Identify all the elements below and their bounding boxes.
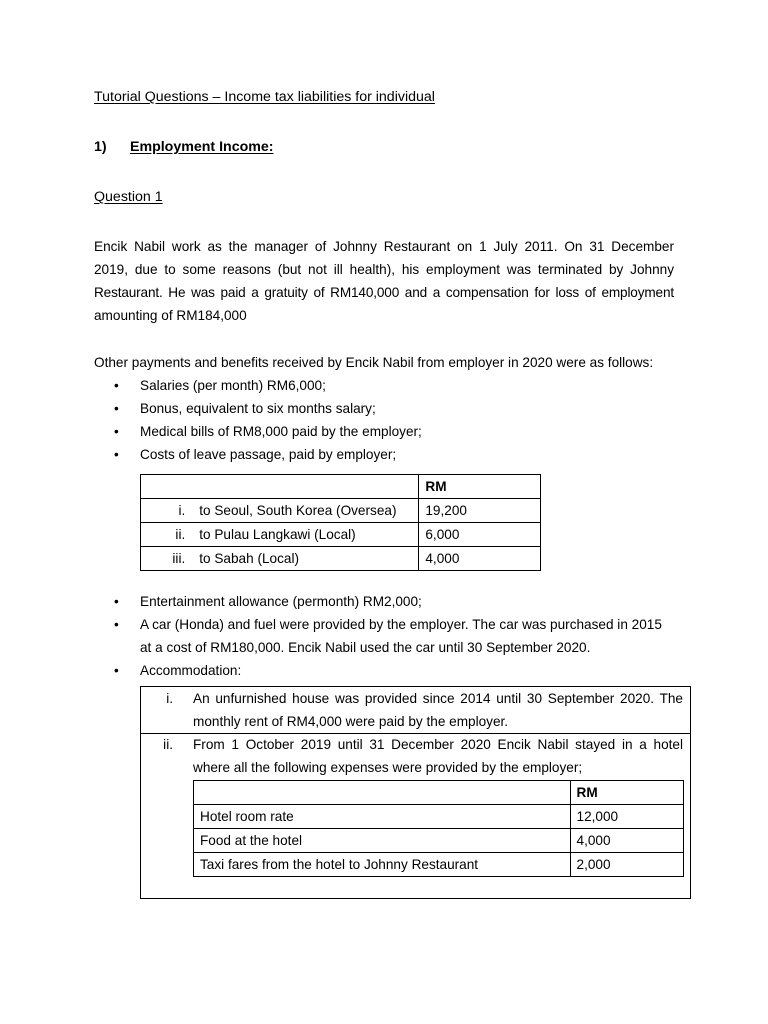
leave-passage-table <box>140 474 541 571</box>
bullet-list-a <box>94 374 694 466</box>
list-item <box>94 613 694 659</box>
item-text <box>193 687 683 733</box>
row-description: to Seoul, South Korea (Oversea) <box>193 499 419 523</box>
document-title: Tutorial Questions – Income tax liabilities for individual <box>94 89 435 105</box>
bullet-icon: • <box>114 424 119 439</box>
bullet-icon: • <box>114 378 119 393</box>
row-description: Hotel room rate <box>194 805 571 829</box>
row-value: 12,000 <box>570 805 683 829</box>
list-item-text: Accommodation: <box>140 663 242 678</box>
table-row <box>194 853 684 877</box>
list-item-text: Salaries (per month) RM6,000; <box>140 378 326 393</box>
paragraph-line: Encik Nabil work as the manager of Johnny Restaurant on 1 July 2011. On 31 December <box>94 239 674 254</box>
table-row <box>141 547 541 571</box>
list-item <box>94 443 694 466</box>
row-number: ii. <box>141 523 194 547</box>
item-line: monthly rent of RM4,000 were paid by the employer. <box>193 714 509 729</box>
bullet-icon: • <box>114 617 119 632</box>
bullet-icon: • <box>114 401 119 416</box>
paragraph-line: 2019, due to some reasons (but not ill health), his employment was terminated by Johnny <box>94 262 674 277</box>
list-item-text: at a cost of RM180,000. Encik Nabil used the car until 30 September 2020. <box>140 640 591 655</box>
item-line: An unfurnished house was provided since 2014 until 30 September 2020. The <box>193 691 683 706</box>
table-header-row <box>141 475 541 499</box>
list-item <box>94 590 694 613</box>
table-row <box>141 523 541 547</box>
list-item-text: Medical bills of RM8,000 paid by the employer; <box>140 424 422 439</box>
item-text <box>193 733 683 779</box>
item-line: From 1 October 2019 until 31 December 2020 Encik Nabil stayed in a hotel <box>193 737 683 752</box>
row-value: 2,000 <box>570 853 683 877</box>
list-item-text: Entertainment allowance (permonth) RM2,000; <box>140 594 422 609</box>
benefits-intro: Other payments and benefits received by Encik Nabil from employer in 2020 were as follows: <box>94 355 654 370</box>
row-value: 19,200 <box>419 499 541 523</box>
paragraph-line: amounting of RM184,000 <box>94 308 247 323</box>
question-paragraph <box>94 235 674 327</box>
row-value: 4,000 <box>419 547 541 571</box>
list-item-text: Bonus, equivalent to six months salary; <box>140 401 376 416</box>
table-row <box>194 829 684 853</box>
list-item <box>94 397 694 420</box>
paragraph-line: Restaurant. He was paid a gratuity of RM140,000 and a compensation for loss of employment <box>94 285 674 300</box>
row-description: to Sabah (Local) <box>193 547 419 571</box>
table-header-rm: RM <box>419 475 541 499</box>
list-item <box>94 374 694 397</box>
row-value: 4,000 <box>570 829 683 853</box>
hotel-expenses-table <box>193 780 684 877</box>
table-row <box>141 499 541 523</box>
table-header-row <box>194 781 684 805</box>
bullet-icon: • <box>114 594 119 609</box>
list-item <box>94 420 694 443</box>
row-value: 6,000 <box>419 523 541 547</box>
table-row <box>194 805 684 829</box>
item-line: where all the following expenses were provided by the employer; <box>193 760 583 775</box>
row-description: Food at the hotel <box>194 829 571 853</box>
bullet-list-b <box>94 590 694 682</box>
list-item-text: A car (Honda) and fuel were provided by the employer. The car was purchased in 2015 <box>140 617 662 632</box>
table-header-rm: RM <box>570 781 683 805</box>
section-title: Employment Income: <box>130 139 274 155</box>
list-item <box>94 659 694 682</box>
row-number: i. <box>141 499 194 523</box>
list-item-text: Costs of leave passage, paid by employer; <box>140 447 397 462</box>
row-description: Taxi fares from the hotel to Johnny Restaurant <box>194 853 571 877</box>
item-number: i. <box>166 691 173 706</box>
question-heading: Question 1 <box>94 189 163 205</box>
bullet-icon: • <box>114 447 119 462</box>
item-number: ii. <box>163 737 173 752</box>
bullet-icon: • <box>114 663 119 678</box>
section-number: 1) <box>94 139 107 155</box>
row-number: iii. <box>141 547 194 571</box>
row-description: to Pulau Langkawi (Local) <box>193 523 419 547</box>
